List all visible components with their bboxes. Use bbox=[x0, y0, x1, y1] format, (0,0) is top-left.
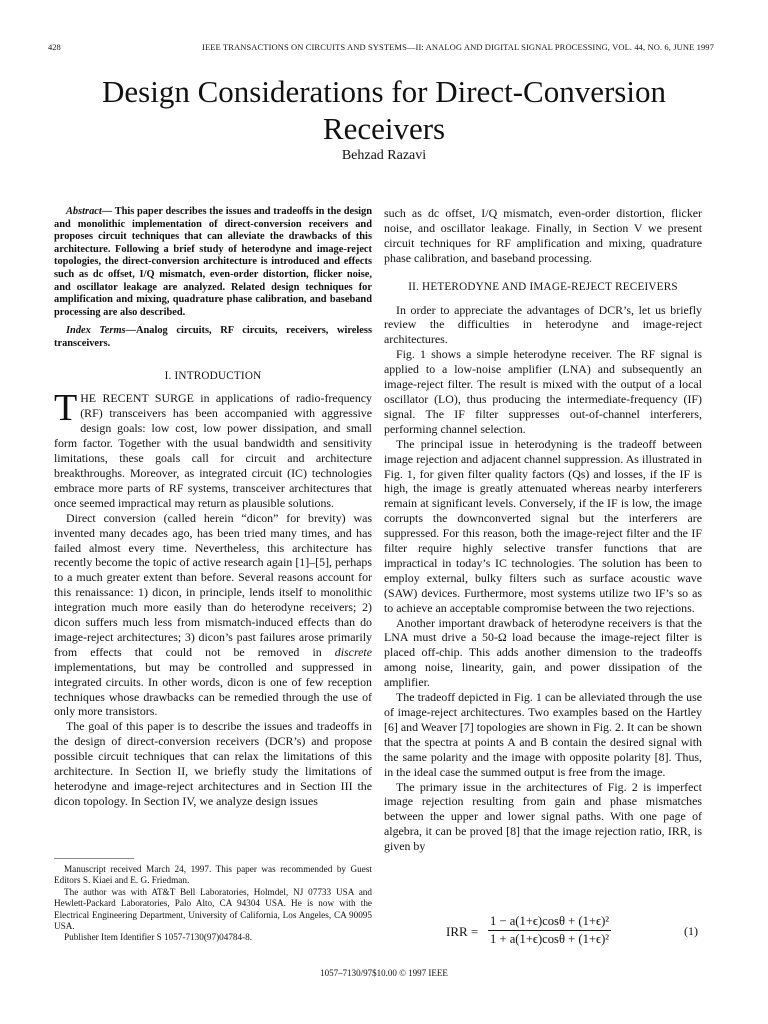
abstract-text: This paper describes the issues and tradeoffs in the design and monolithic implementation of direct-conversion receivers and proposes circuit techniques that can alleviate the drawbacks of this architecture. Following a brief study of heterodyne and image-reject topologies, the direct-conversion architecture is introduced and effects such as dc offset, I/Q mismatch, even-order distortion, flicker noise, and oscillator leakage are analyzed. Related design techniques for amplification and mixing, quadrature phase calibration, and baseband processing are also described. bbox=[54, 206, 372, 318]
equation-lhs: IRR = bbox=[446, 924, 479, 939]
index-terms-text: Analog circuits, RF circuits, receivers, wireless transceivers. bbox=[54, 325, 372, 349]
fraction-bar bbox=[488, 930, 611, 931]
equation-1 bbox=[384, 914, 702, 950]
intro-paragraph-1: THE RECENT SURGE in applications of radio-frequency (RF) transceivers has been accompanied with aggressive design goals: low cost, low power dissipation, and small form factor. Together with the usual bandwidth and sensitivity limitations, these goals call for circuit and architecture breakthroughs. Moreover, as integrated circuit (IC) technologies embrace more parts of RF systems, transceiver architectures that once seemed impractical may return as plausible solutions. bbox=[54, 391, 372, 510]
intro-paragraph-3-continued: such as dc offset, I/Q mismatch, even-order distortion, flicker noise, and oscillator leakage. Finally, in Section V we present circuit techniques for RF amplification and mixing, quadrature phase calibration, and baseband processing. bbox=[384, 206, 702, 265]
section-2-paragraph-2: Fig. 1 shows a simple heterodyne receiver. The RF signal is applied to a low-noise amplifier (LNA) and subsequently an image-reject filter. The result is mixed with the output of a local oscillator (LO), thus producing the intermediate-frequency (IF) signal. The IF filter suppresses out-of-channel interferers, performing channel selection. bbox=[384, 347, 702, 436]
drop-cap: T bbox=[54, 391, 78, 430]
section-2-paragraph-5: The tradeoff depicted in Fig. 1 can be alleviated through the use of image-reject architectures. Two examples based on the Hartley [6] and Weaver [7] topologies are shown in Fig. 2. It can be shown that the spectra at points A and B contain the desired signal with the same polarity and the image with opposite polarity [8]. Thus, in the ideal case the summed output is free from the image. bbox=[384, 690, 702, 779]
section-2-heading: II. HETERODYNE AND IMAGE-REJECT RECEIVERS bbox=[408, 280, 678, 293]
footnote-rule bbox=[54, 858, 134, 859]
footnote-manuscript: Manuscript received March 24, 1997. This paper was recommended by Guest Editors S. Kiaei and E. G. Friedman. bbox=[54, 864, 372, 886]
abstract bbox=[54, 206, 372, 319]
running-header: IEEE TRANSACTIONS ON CIRCUITS AND SYSTEMS—II: ANALOG AND DIGITAL SIGNAL PROCESSING, VOL. 44, NO. 6, JUNE 1997 bbox=[202, 42, 714, 52]
index-terms bbox=[54, 325, 372, 350]
left-column bbox=[54, 206, 372, 809]
copyright-line: 1057–7130/97$10.00 © 1997 IEEE bbox=[320, 968, 448, 978]
equation-number: (1) bbox=[684, 924, 698, 938]
equation-fraction bbox=[488, 914, 611, 947]
footnote bbox=[54, 864, 372, 944]
section-2-paragraph-6: The primary issue in the architectures of Fig. 2 is imperfect image rejection resulting from gain and phase mismatches between the upper and lower signal paths. With one page of algebra, it can be proved [8] that the image rejection ratio, IRR, is given by bbox=[384, 779, 702, 854]
section-1-heading: I. INTRODUCTION bbox=[164, 369, 262, 382]
footnote-identifier: Publisher Item Identifier S 1057-7130(97)04784-8. bbox=[64, 932, 253, 943]
equation-denominator: 1 + a(1+ϵ)cosθ + (1+ϵ)² bbox=[490, 932, 610, 946]
section-2-paragraph-1: In order to appreciate the advantages of DCR’s, let us briefly review the difficulties in heterodyne and image-reject architectures. bbox=[384, 302, 702, 347]
section-2-paragraph-4: Another important drawback of heterodyne receivers is that the LNA must drive a 50-Ω load because the image-reject filter is placed off-chip. This adds another dimension to the tradeoffs among noise, linearity, gain, and power dissipation of the amplifier. bbox=[384, 615, 702, 690]
equation-numerator: 1 − a(1+ϵ)cosθ + (1+ϵ)² bbox=[490, 914, 610, 928]
abstract-label: Abstract— bbox=[66, 206, 113, 217]
page-number: 428 bbox=[48, 42, 61, 52]
index-terms-label: Index Terms— bbox=[66, 325, 136, 337]
intro-paragraph-3: The goal of this paper is to describe the issues and tradeoffs in the design of direct-conversion receivers (DCR’s) and propose possible circuit techniques that can relax the limitations of this architecture. In Section II, we briefly study the limitations of heterodyne and image-reject architectures and in Section III the dicon topology. In Section IV, we analyze design issues bbox=[54, 719, 372, 808]
author-name: Behzad Razavi bbox=[341, 148, 427, 163]
intro-paragraph-2: Direct conversion (called herein “dicon” for brevity) was invented many decades ago, has been tried many times, and has failed almost every time. Nevertheless, this architecture has recently become the topic of active research again [1]–[5], perhaps to a much greater extent than before. Several reasons account for this renaissance: 1) dicon, in principle, lends itself to monolithic integration much more easily than do heterodyne receivers; 2) dicon suffers much less from mismatch-induced effects than do image-reject architectures; 3) dicon’s past failures arose primarily from effects that could not be removed in discrete implementations, but may be controlled and suppressed in integrated circuits. In other words, dicon is one of few reception techniques whose drawbacks can be remedied through the use of only more transistors. bbox=[54, 510, 372, 719]
right-column bbox=[384, 206, 702, 854]
title-line-1: Design Considerations for Direct-Conversion bbox=[102, 74, 666, 109]
paper-title bbox=[0, 73, 768, 147]
title-line-2: Receivers bbox=[322, 111, 446, 146]
footnote-affiliation: The author was with AT&T Bell Laboratories, Holmdel, NJ 07733 USA and Hewlett-Packard Laboratories, Palo Alto, CA 94304 USA. He is now with the Electrical Engineering Department, University of California, Los Angeles, CA 90095 USA. bbox=[54, 886, 372, 932]
section-2-paragraph-3: The principal issue in heterodyning is the tradeoff between image rejection and adjacent channel suppression. As illustrated in Fig. 1, for given filter quality factors (Qs) and losses, if the IF is high, the image is greatly attenuated whereas nearby interferers remain at significant levels. Conversely, if the IF is low, the image corrupts the downconverted signal but the interferers are suppressed. For this reason, both the image-reject filter and the IF filter require highly selective transfer functions that are impractical in today’s IC technologies. The solution has been to employ external, bulky filters such as surface acoustic wave (SAW) devices. Furthermore, most systems utilize two IF’s so as to achieve an acceptable compromise between the two rejections. bbox=[384, 436, 702, 615]
